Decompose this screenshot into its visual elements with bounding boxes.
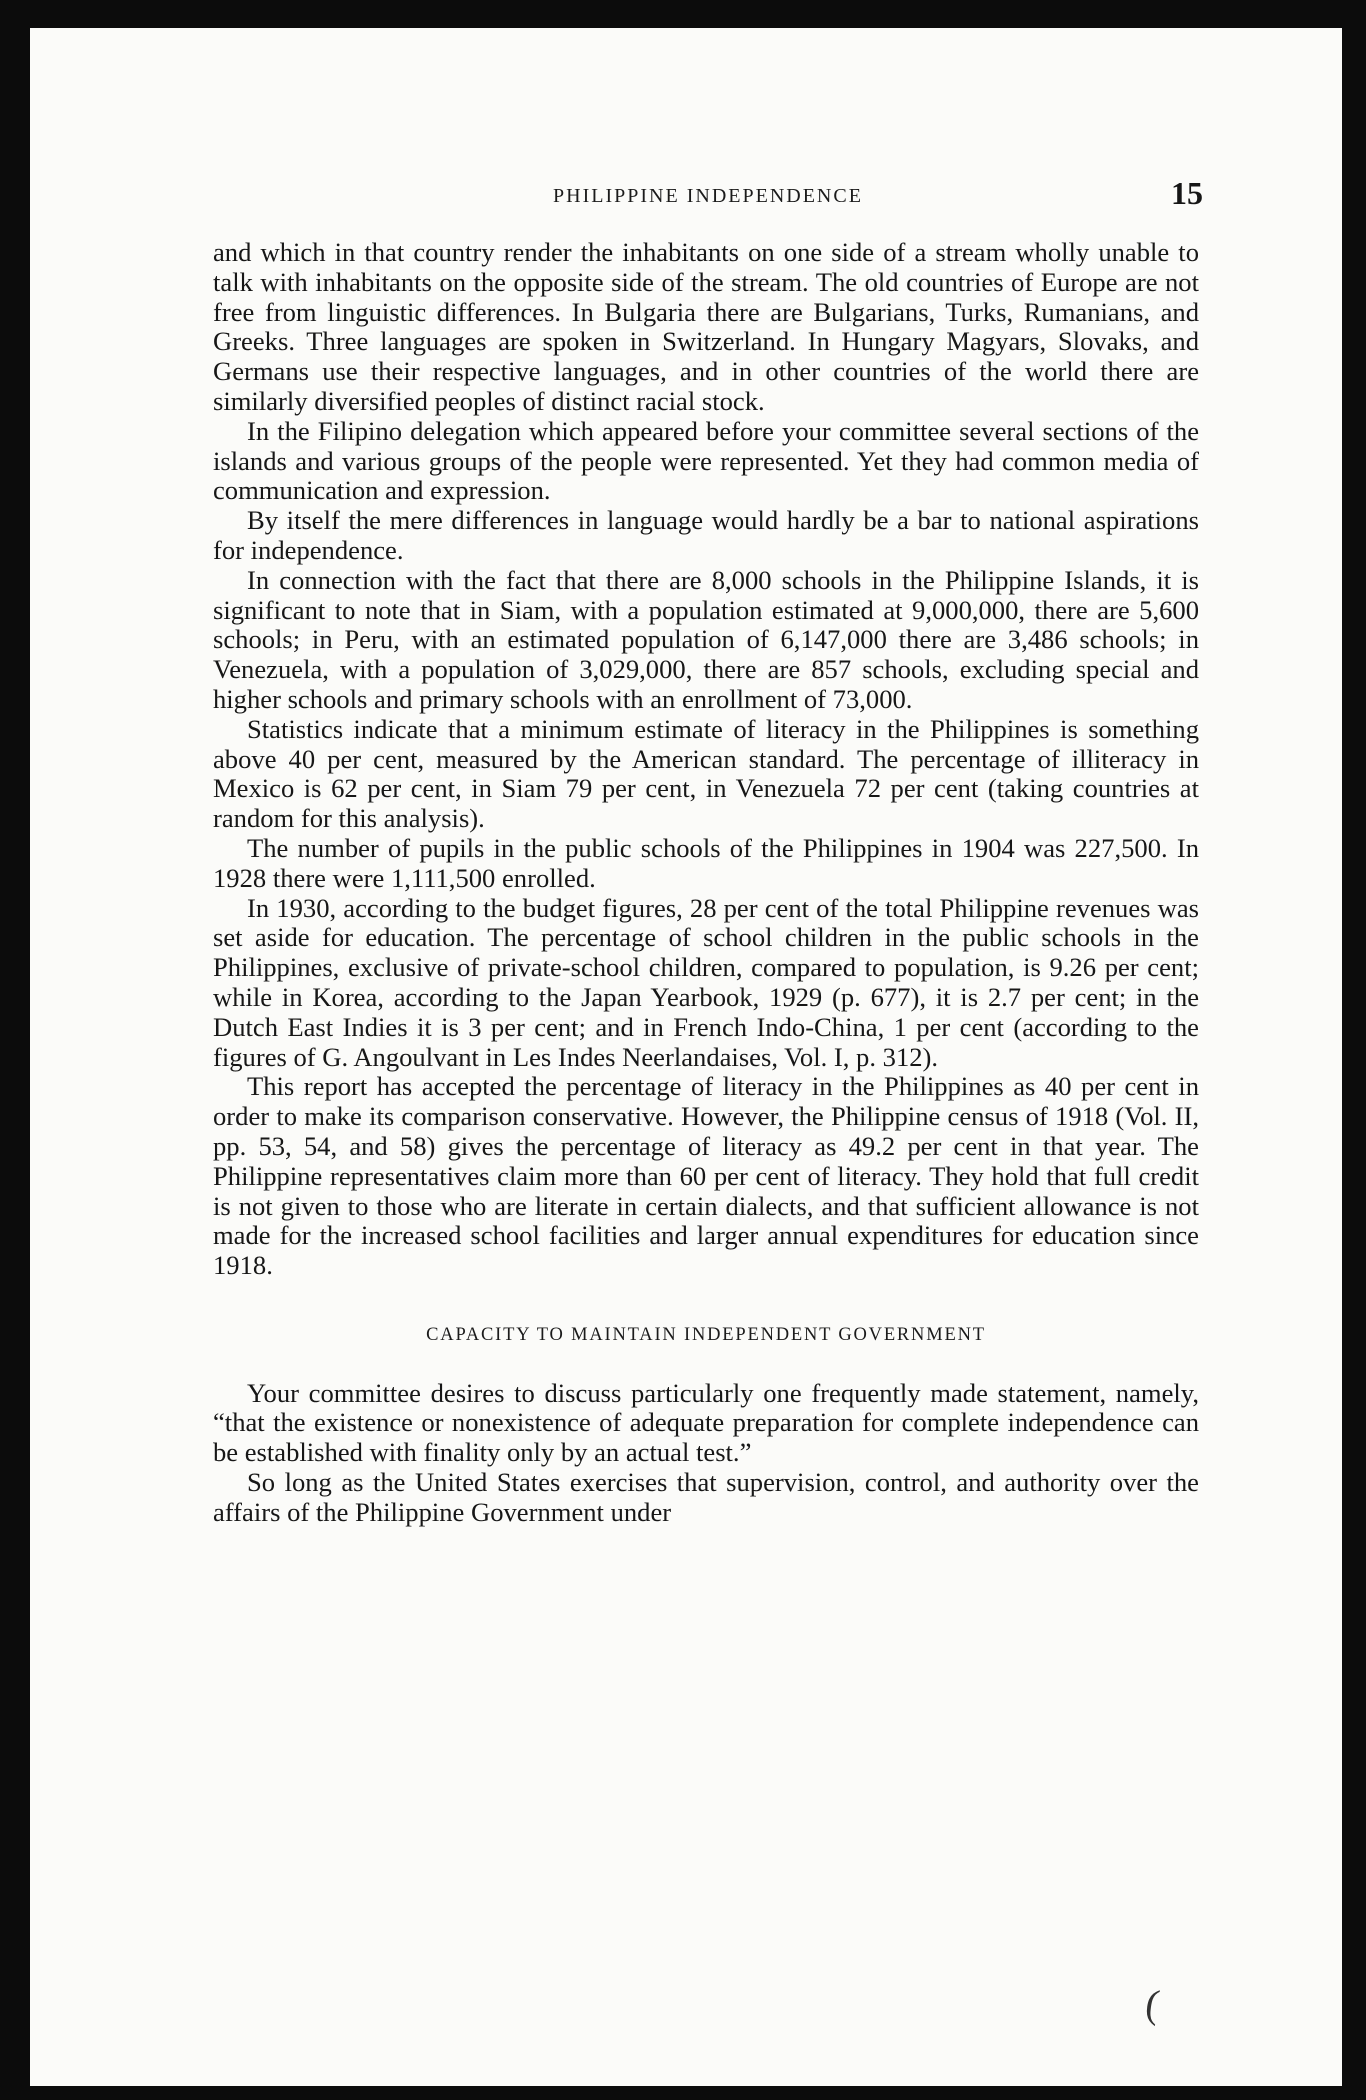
paragraph-3: By itself the mere differences in language would hardly be a bar to national aspirations for independence. xyxy=(213,505,1199,565)
page-header xyxy=(213,175,1203,215)
body-text xyxy=(213,238,1199,1528)
section-paragraph-2: So long as the United States exercises that supervision, control, and authority over the affairs of the Philippine Government under xyxy=(213,1467,1199,1527)
paragraph-4: In connection with the fact that there are 8,000 schools in the Philippine Islands, it is significant to note that in Siam, with a population estimated at 9,000,000, there are 5,600 schools; in Peru, with an estimated population of 6,147,000 there are 3,486 schools; in Venezuela, with a population of 3,029,000, there are 857 schools, excluding special and higher schools and primary schools with an enrollment of 73,000. xyxy=(213,564,1199,714)
paragraph-8: This report has accepted the percentage of literacy in the Philippines as 40 per cent in order to make its comparison conservative. However, the Philippine census of 1918 (Vol. II, pp. 53, 54, and 58) gives the percentage of literacy as 49.2 per cent in that year. The Philippine representatives claim more than 60 per cent of literacy. They hold that full credit is not given to those who are literate in certain dialects, and that sufficient allowance is not made for the increased school facilities and larger annual expenditures for education since 1918. xyxy=(213,1071,1199,1281)
paragraph-5: Statistics indicate that a minimum estimate of literacy in the Philippines is something above 40 per cent, measured by the American standard. The percentage of illiteracy in Mexico is 62 per cent, in Siam 79 per cent, in Venezuela 72 per cent (taking countries at random for this analysis). xyxy=(213,713,1199,834)
page-number: 15 xyxy=(1171,175,1203,211)
paragraph-2: In the Filipino delegation which appeared before your committee several sections of the islands and various groups of the people were represented. Yet they had common media of communication and expression. xyxy=(213,415,1199,506)
paragraph-1: and which in that country render the inhabitants on one side of a stream wholly unable to talk with inhabitants on the opposite side of the stream. The old countries of Europe are not free from linguistic differences. In Bulgaria there are Bulgarians, Turks, Rumanians, and Greeks. Three languages are spoken in Switzerland. In Hungary Magyars, Slovaks, and Germans use their respective languages, and in other countries of the world there are similarly diversified peoples of distinct racial stock. xyxy=(213,237,1199,416)
paragraph-6: The number of pupils in the public schools of the Philippines in 1904 was 227,500. In 1928 there were 1,111,500 enrolled. xyxy=(213,832,1199,893)
section-heading: CAPACITY TO MAINTAIN INDEPENDENT GOVERNMENT xyxy=(426,1324,986,1345)
running-title: PHILIPPINE INDEPENDENCE xyxy=(553,185,863,207)
paragraph-7: In 1930, according to the budget figures, 28 per cent of the total Philippine revenues was set aside for education. The percentage of school children in the public schools in the Philippines, exclusive of private-school children, compared to population, is 9.26 per cent; while in Korea, according to the Japan Yearbook, 1929 (p. 677), it is 2.7 per cent; in the Dutch East Indies it is 3 per cent; and in French Indo-China, 1 per cent (according to the figures of G. Angoulvant in Les Indes Neerlandaises, Vol. I, p. 312). xyxy=(213,892,1199,1072)
margin-pencil-mark: ( xyxy=(1142,1980,1163,2027)
section-paragraph-1: Your committee desires to discuss particularly one frequently made statement, namely, “that the existence or nonexistence of adequate preparation for complete independence can be established with finality only by an actual test.” xyxy=(213,1377,1199,1468)
